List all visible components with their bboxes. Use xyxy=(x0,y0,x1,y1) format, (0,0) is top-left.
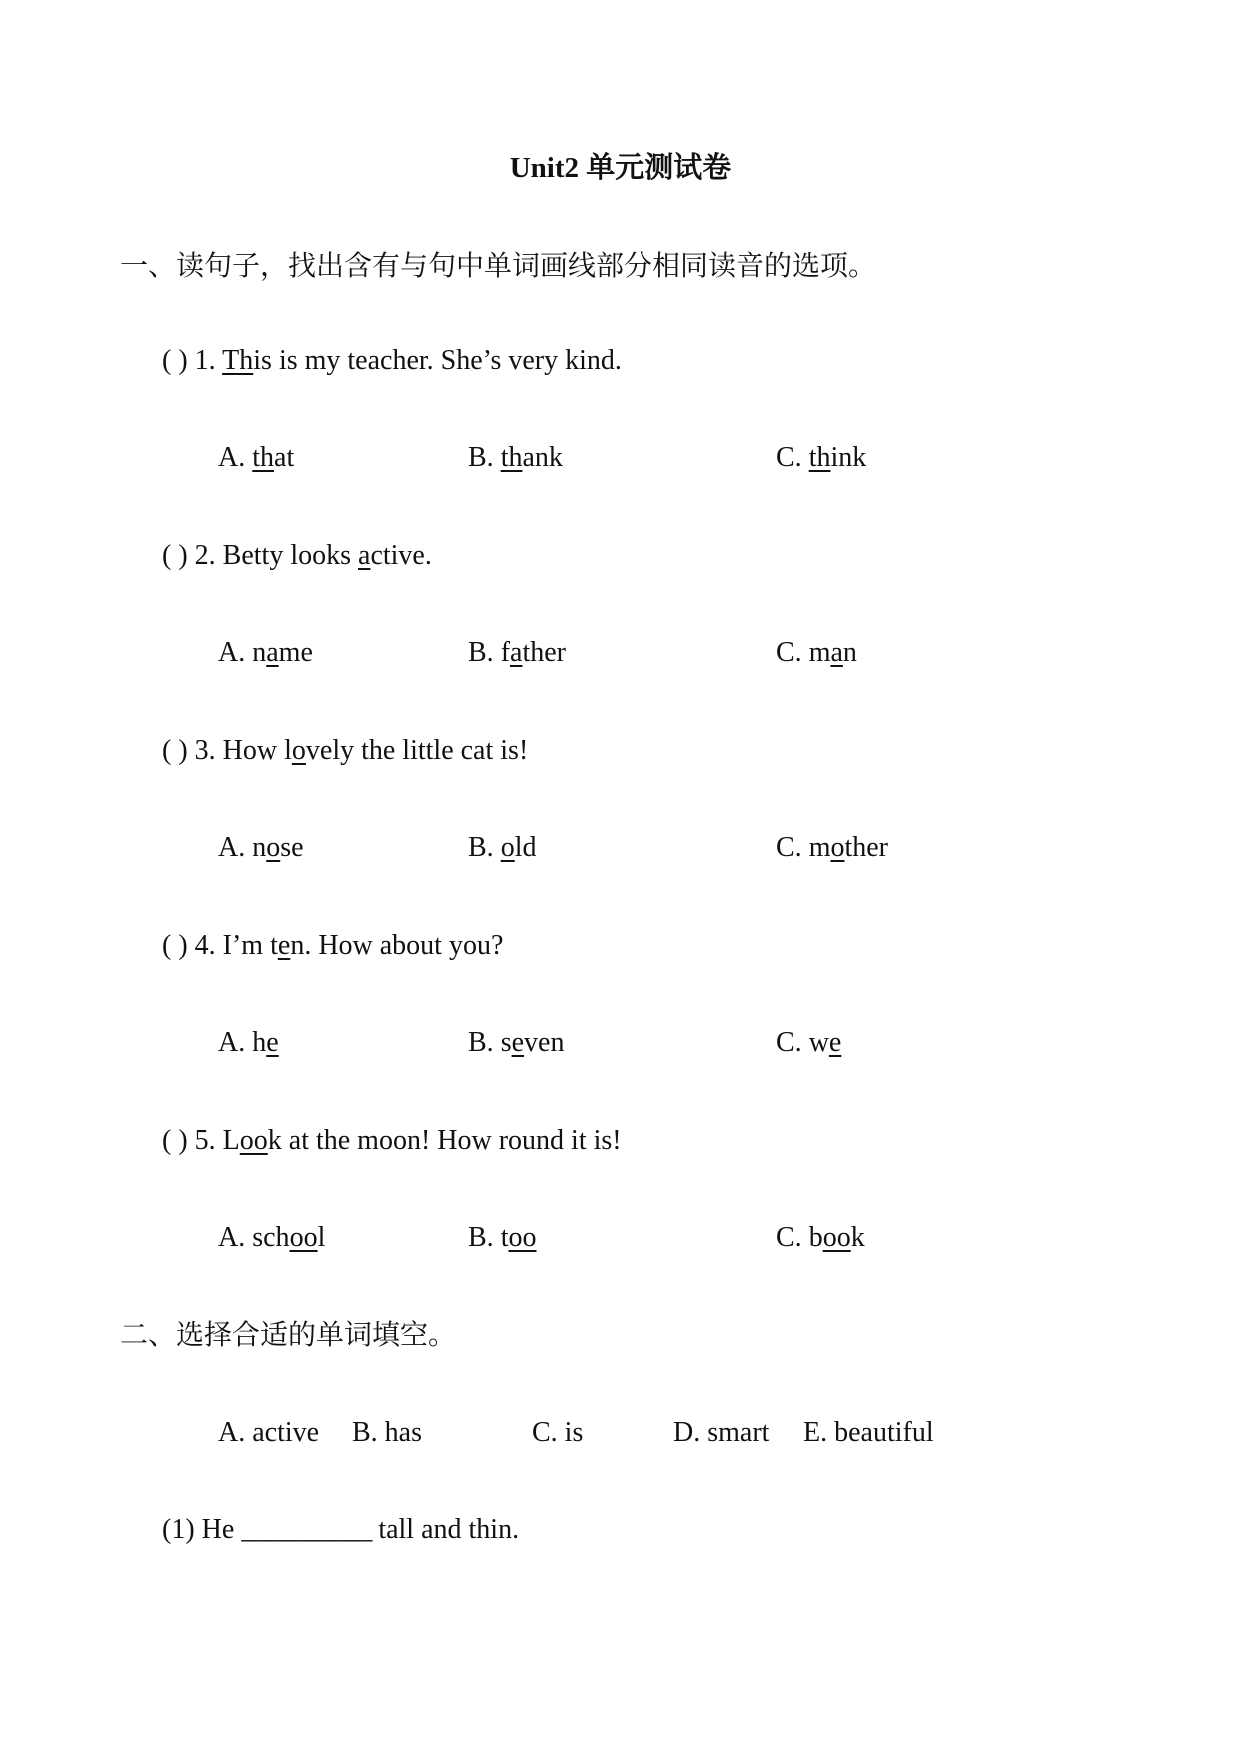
option-4b xyxy=(468,1025,564,1061)
option-label: A. xyxy=(218,1222,246,1253)
word-bank-item: B. has xyxy=(352,1417,422,1448)
question-number: 2. xyxy=(194,540,216,571)
option-post: l xyxy=(317,1222,326,1253)
option-pre: b xyxy=(808,1222,823,1253)
option-underlined: a xyxy=(510,637,523,668)
option-pre: w xyxy=(808,1027,829,1058)
question-number: 1. xyxy=(194,345,216,376)
option-post: ld xyxy=(514,832,537,863)
section-2-heading: 二、选择合适的单词填空。 xyxy=(120,1318,457,1351)
word-bank-item: A. active xyxy=(218,1417,320,1448)
question-4 xyxy=(162,928,503,964)
word-bank-item: D. smart xyxy=(673,1417,770,1448)
option-underlined: o xyxy=(500,832,515,863)
option-post: ther xyxy=(844,832,888,863)
option-label: B. xyxy=(468,832,494,863)
question-3 xyxy=(162,733,528,769)
sentence-underlined: e xyxy=(277,930,291,961)
option-underlined: th xyxy=(500,442,523,473)
option-underlined: th xyxy=(808,442,831,473)
option-4c xyxy=(776,1025,841,1061)
option-3c xyxy=(776,830,888,866)
sentence-pre: L xyxy=(222,1125,240,1156)
sentence-underlined: oo xyxy=(239,1125,268,1156)
option-5b xyxy=(468,1220,536,1256)
option-label: A. xyxy=(218,637,246,668)
option-pre: n xyxy=(252,637,267,668)
option-label: A. xyxy=(218,832,246,863)
option-label: C. xyxy=(776,832,802,863)
option-2a xyxy=(218,635,313,671)
sentence-pre: How l xyxy=(222,735,292,766)
option-underlined: oo xyxy=(289,1222,318,1253)
fill-blank-1 xyxy=(162,1512,519,1548)
option-label: B. xyxy=(468,1222,494,1253)
option-3a xyxy=(218,830,304,866)
sentence-post: n. How about you? xyxy=(290,930,504,961)
option-underlined: oo xyxy=(508,1222,537,1253)
sentence-pre: Betty looks xyxy=(222,540,358,571)
option-pre: m xyxy=(808,637,831,668)
option-label: B. xyxy=(468,442,494,473)
answer-paren: ( ) xyxy=(162,540,188,571)
option-label: B. xyxy=(468,637,494,668)
option-post: ther xyxy=(522,637,566,668)
option-label: C. xyxy=(776,1027,802,1058)
item-pre: He xyxy=(201,1514,235,1545)
option-pre: s xyxy=(500,1027,512,1058)
option-underlined: e xyxy=(511,1027,525,1058)
section-1-heading: 一、读句子，找出含有与句中单词画线部分相同读音的选项。 xyxy=(120,249,877,282)
option-2b xyxy=(468,635,566,671)
option-2c xyxy=(776,635,857,671)
item-number: (1) xyxy=(162,1514,195,1545)
option-1a xyxy=(218,440,294,476)
question-1 xyxy=(162,343,622,379)
sentence-post: is is my teacher. She’s very kind. xyxy=(253,345,622,376)
option-5a xyxy=(218,1220,325,1256)
option-underlined: a xyxy=(266,637,279,668)
word-bank-item: E. beautiful xyxy=(803,1417,934,1448)
question-number: 3. xyxy=(194,735,216,766)
answer-paren: ( ) xyxy=(162,1125,188,1156)
option-label: C. xyxy=(776,442,802,473)
option-label: A. xyxy=(218,1027,246,1058)
option-label: B. xyxy=(468,1027,494,1058)
option-underlined: a xyxy=(830,637,843,668)
sentence-pre: I’m t xyxy=(222,930,278,961)
option-underlined: th xyxy=(252,442,275,473)
option-label: C. xyxy=(776,637,802,668)
option-post: se xyxy=(280,832,304,863)
question-2 xyxy=(162,538,432,574)
answer-blank[interactable]: __________ xyxy=(241,1514,372,1545)
word-bank-item: C. is xyxy=(532,1417,584,1448)
question-5 xyxy=(162,1123,622,1159)
option-post: k xyxy=(850,1222,865,1253)
answer-paren: ( ) xyxy=(162,345,188,376)
page-title: Unit2 单元测试卷 xyxy=(509,152,732,184)
option-pre: f xyxy=(500,637,511,668)
item-post: tall and thin. xyxy=(378,1514,520,1545)
sentence-underlined: a xyxy=(358,540,371,571)
option-post: ven xyxy=(524,1027,565,1058)
option-4a xyxy=(218,1025,279,1061)
option-underlined: oo xyxy=(822,1222,851,1253)
option-1b xyxy=(468,440,563,476)
sentence-post: ctive. xyxy=(370,540,432,571)
option-label: A. xyxy=(218,442,246,473)
option-underlined: e xyxy=(266,1027,279,1058)
question-number: 4. xyxy=(194,930,216,961)
sentence-underlined: o xyxy=(291,735,306,766)
sentence-underlined: Th xyxy=(222,345,254,376)
option-pre: h xyxy=(252,1027,267,1058)
option-underlined: e xyxy=(828,1027,842,1058)
option-post: n xyxy=(842,637,857,668)
option-1c xyxy=(776,440,866,476)
option-post: me xyxy=(278,637,313,668)
option-post: ink xyxy=(830,442,867,473)
option-label: C. xyxy=(776,1222,802,1253)
sentence-post: k at the moon! How round it is! xyxy=(267,1125,622,1156)
option-pre: sch xyxy=(252,1222,290,1253)
option-3b xyxy=(468,830,536,866)
option-underlined: o xyxy=(266,832,281,863)
option-5c xyxy=(776,1220,865,1256)
sentence-post: vely the little cat is! xyxy=(305,735,529,766)
option-underlined: o xyxy=(830,832,845,863)
option-pre: t xyxy=(500,1222,509,1253)
answer-paren: ( ) xyxy=(162,930,188,961)
option-post: at xyxy=(274,442,295,473)
option-pre: m xyxy=(808,832,831,863)
option-pre: n xyxy=(252,832,267,863)
answer-paren: ( ) xyxy=(162,735,188,766)
question-number: 5. xyxy=(194,1125,216,1156)
option-post: ank xyxy=(522,442,563,473)
